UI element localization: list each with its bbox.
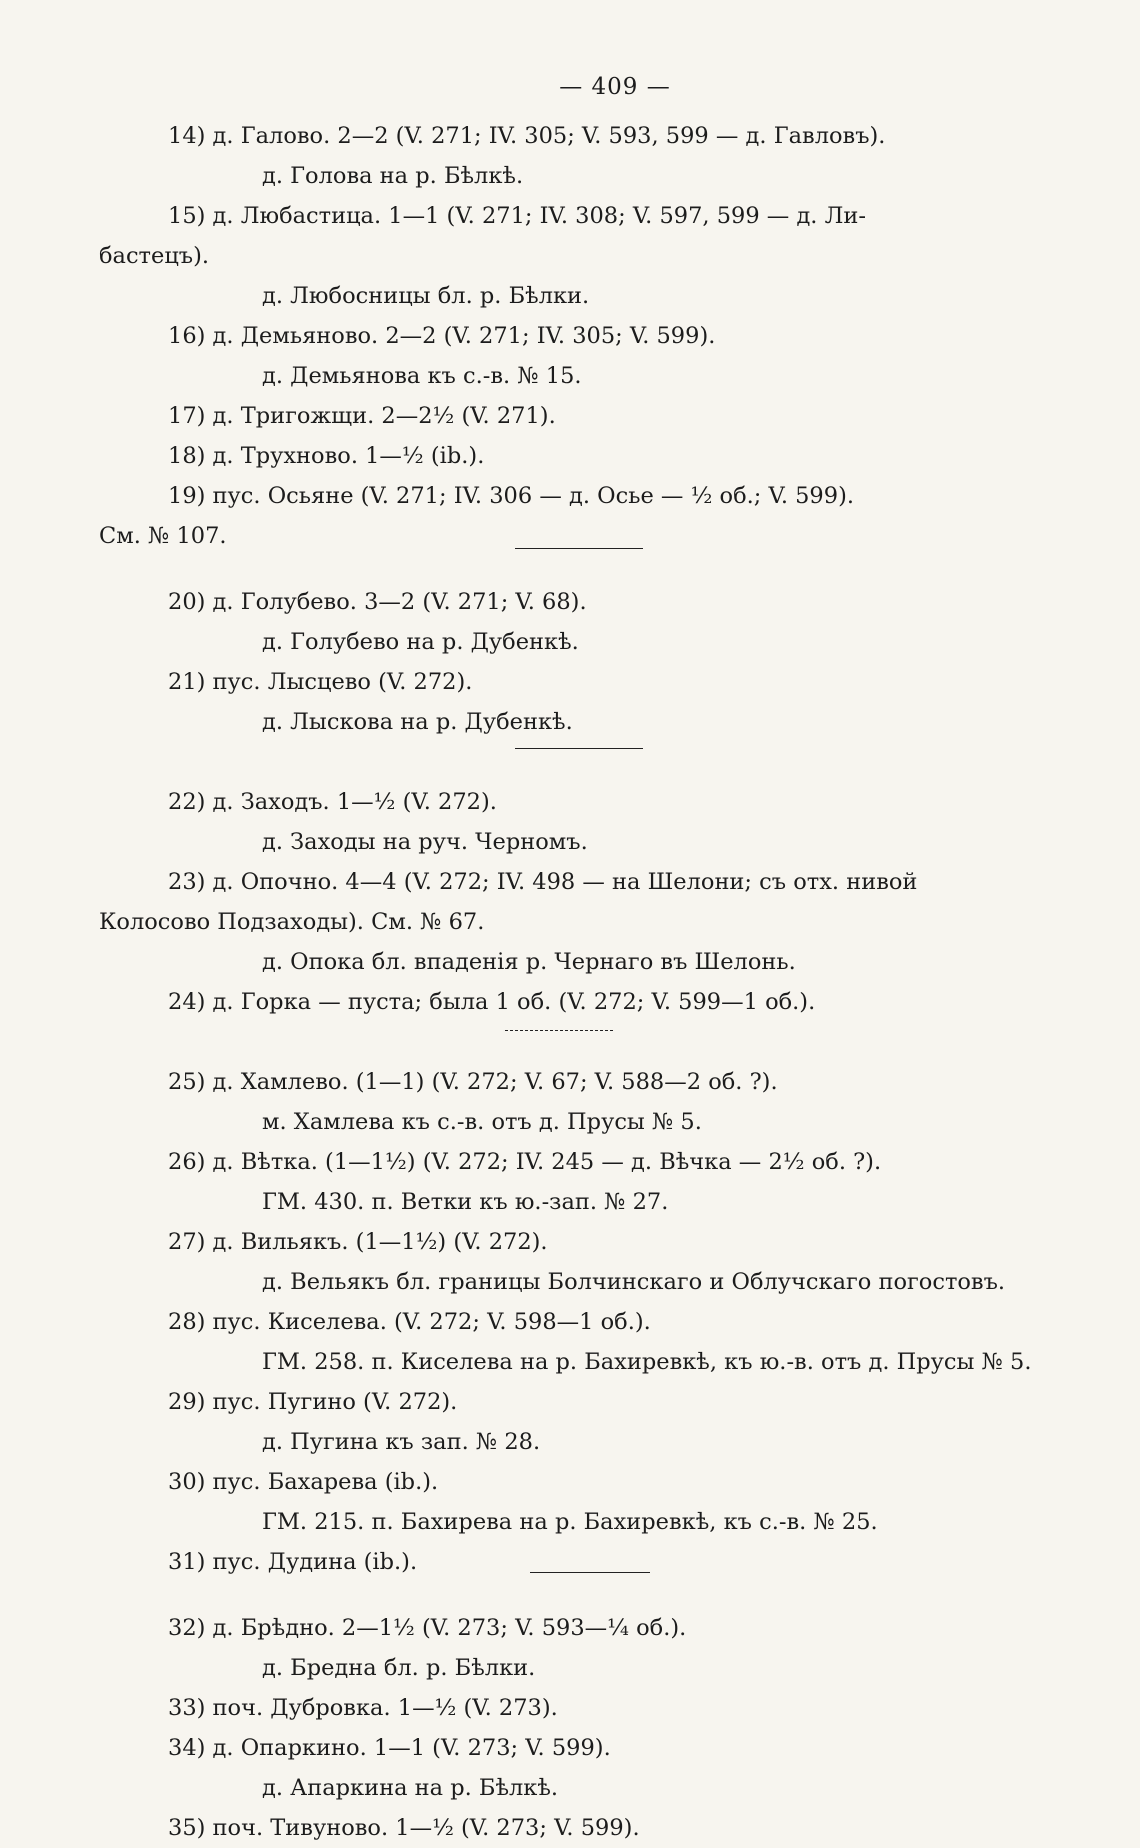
entry-19-continuation: [0, 516, 1140, 556]
entry-25-line: 25) д. Хамлево. (1—1) (V. 272; V. 67; V. 588—2 об. ?).: [168, 1069, 778, 1095]
entry-21-line: 21) пус. Лысцево (V. 272).: [168, 669, 473, 695]
entry-27-note: д. Вельякъ бл. границы Болчинскаго и Облучскаго погостовъ.: [262, 1269, 1006, 1295]
divider-row: [0, 742, 1140, 782]
entry-23-continuation: Колосово Подзаходы). См. № 67.: [99, 909, 485, 935]
entry-21-note: д. Лыскова на р. Дубенкѣ.: [262, 709, 573, 735]
entry-26-line: 26) д. Вѣтка. (1—1½) (V. 272; IV. 245 — д. Вѣчка — 2½ об. ?).: [168, 1149, 882, 1175]
entry-18-line: 18) д. Трухново. 1—½ (ib.).: [168, 443, 485, 469]
entry-22-note: д. Заходы на руч. Черномъ.: [262, 829, 588, 855]
entry-26-note: ГМ. 430. п. Ветки къ ю.-зап. № 27.: [262, 1189, 669, 1215]
section-gap: [0, 556, 1140, 582]
section-gap: [0, 1582, 1140, 1608]
entry-24-line: 24) д. Горка — пуста; была 1 об. (V. 272; V. 599—1 об.).: [168, 989, 816, 1015]
entry-14-note: д. Голова на р. Бѣлкѣ.: [262, 163, 524, 189]
entry-19-see-also: См. № 107.: [99, 523, 227, 549]
entry-29-line: 29) пус. Пугино (V. 272).: [168, 1389, 458, 1415]
entry-23-note: д. Опока бл. впаденія р. Чернаго въ Шелонь.: [262, 949, 796, 975]
entry-31-line: 31) пус. Дудина (ib.).: [168, 1549, 418, 1575]
entry-35-line: 35) поч. Тивуново. 1—½ (V. 273; V. 599).: [168, 1815, 640, 1841]
entry-27-line: 27) д. Вильякъ. (1—1½) (V. 272).: [168, 1229, 548, 1255]
entry-33-line: 33) поч. Дубровка. 1—½ (V. 273).: [168, 1695, 558, 1721]
entry-22-line: 22) д. Заходъ. 1—½ (V. 272).: [168, 789, 497, 815]
entry-30-line: 30) пус. Бахарева (ib.).: [168, 1469, 439, 1495]
entry-32-line: 32) д. Брѣдно. 2—1½ (V. 273; V. 593—¼ об.).: [168, 1615, 687, 1641]
entry-15-continuation: бастецъ).: [99, 243, 210, 269]
section-divider: [515, 748, 643, 749]
entry-23-line: 23) д. Опочно. 4—4 (V. 272; IV. 498 — на Шелони; съ отх. нивой: [168, 869, 918, 895]
entry-19-line: 19) пус. Осьяне (V. 271; IV. 306 — д. Осье — ½ об.; V. 599).: [168, 483, 854, 509]
entry-32-note: д. Бредна бл. р. Бѣлки.: [262, 1655, 536, 1681]
entry-34-line: 34) д. Опаркино. 1—1 (V. 273; V. 599).: [168, 1735, 611, 1761]
entry-16-line: 16) д. Демьяново. 2—2 (V. 271; IV. 305; V. 599).: [168, 323, 716, 349]
section-divider: [515, 548, 643, 549]
entry-14-line: 14) д. Галово. 2—2 (V. 271; IV. 305; V. 593, 599 — д. Гавловъ).: [168, 123, 886, 149]
page-number: — 409 —: [559, 74, 671, 100]
entry-30-note: ГМ. 215. п. Бахирева на р. Бахиревкѣ, къ с.-в. № 25.: [262, 1509, 878, 1535]
entry-25-note: м. Хамлева къ с.-в. отъ д. Прусы № 5.: [262, 1109, 702, 1135]
entry-list: [0, 116, 1140, 1848]
entry-31-row: [0, 1542, 1140, 1582]
entry-28-note: ГМ. 258. п. Киселева на р. Бахиревкѣ, къ ю.-в. отъ д. Прусы № 5.: [262, 1349, 1032, 1375]
entry-15-line: 15) д. Любастица. 1—1 (V. 271; IV. 308; V. 597, 599 — д. Ли-: [168, 203, 866, 229]
section-divider-dashed: [505, 1030, 613, 1031]
entry-17-line: 17) д. Тригожщи. 2—2½ (V. 271).: [168, 403, 556, 429]
entry-15-note: д. Любосницы бл. р. Бѣлки.: [262, 283, 590, 309]
entry-20-note: д. Голубево на р. Дубенкѣ.: [262, 629, 579, 655]
entry-34-note: д. Апаркина на р. Бѣлкѣ.: [262, 1775, 559, 1801]
entry-29-note: д. Пугина къ зап. № 28.: [262, 1429, 541, 1455]
divider-row: [0, 1022, 1140, 1062]
entry-20-line: 20) д. Голубево. 3—2 (V. 271; V. 68).: [168, 589, 587, 615]
entry-28-line: 28) пус. Киселева. (V. 272; V. 598—1 об.).: [168, 1309, 651, 1335]
section-divider: [530, 1572, 650, 1573]
entry-16-note: д. Демьянова къ с.-в. № 15.: [262, 363, 582, 389]
